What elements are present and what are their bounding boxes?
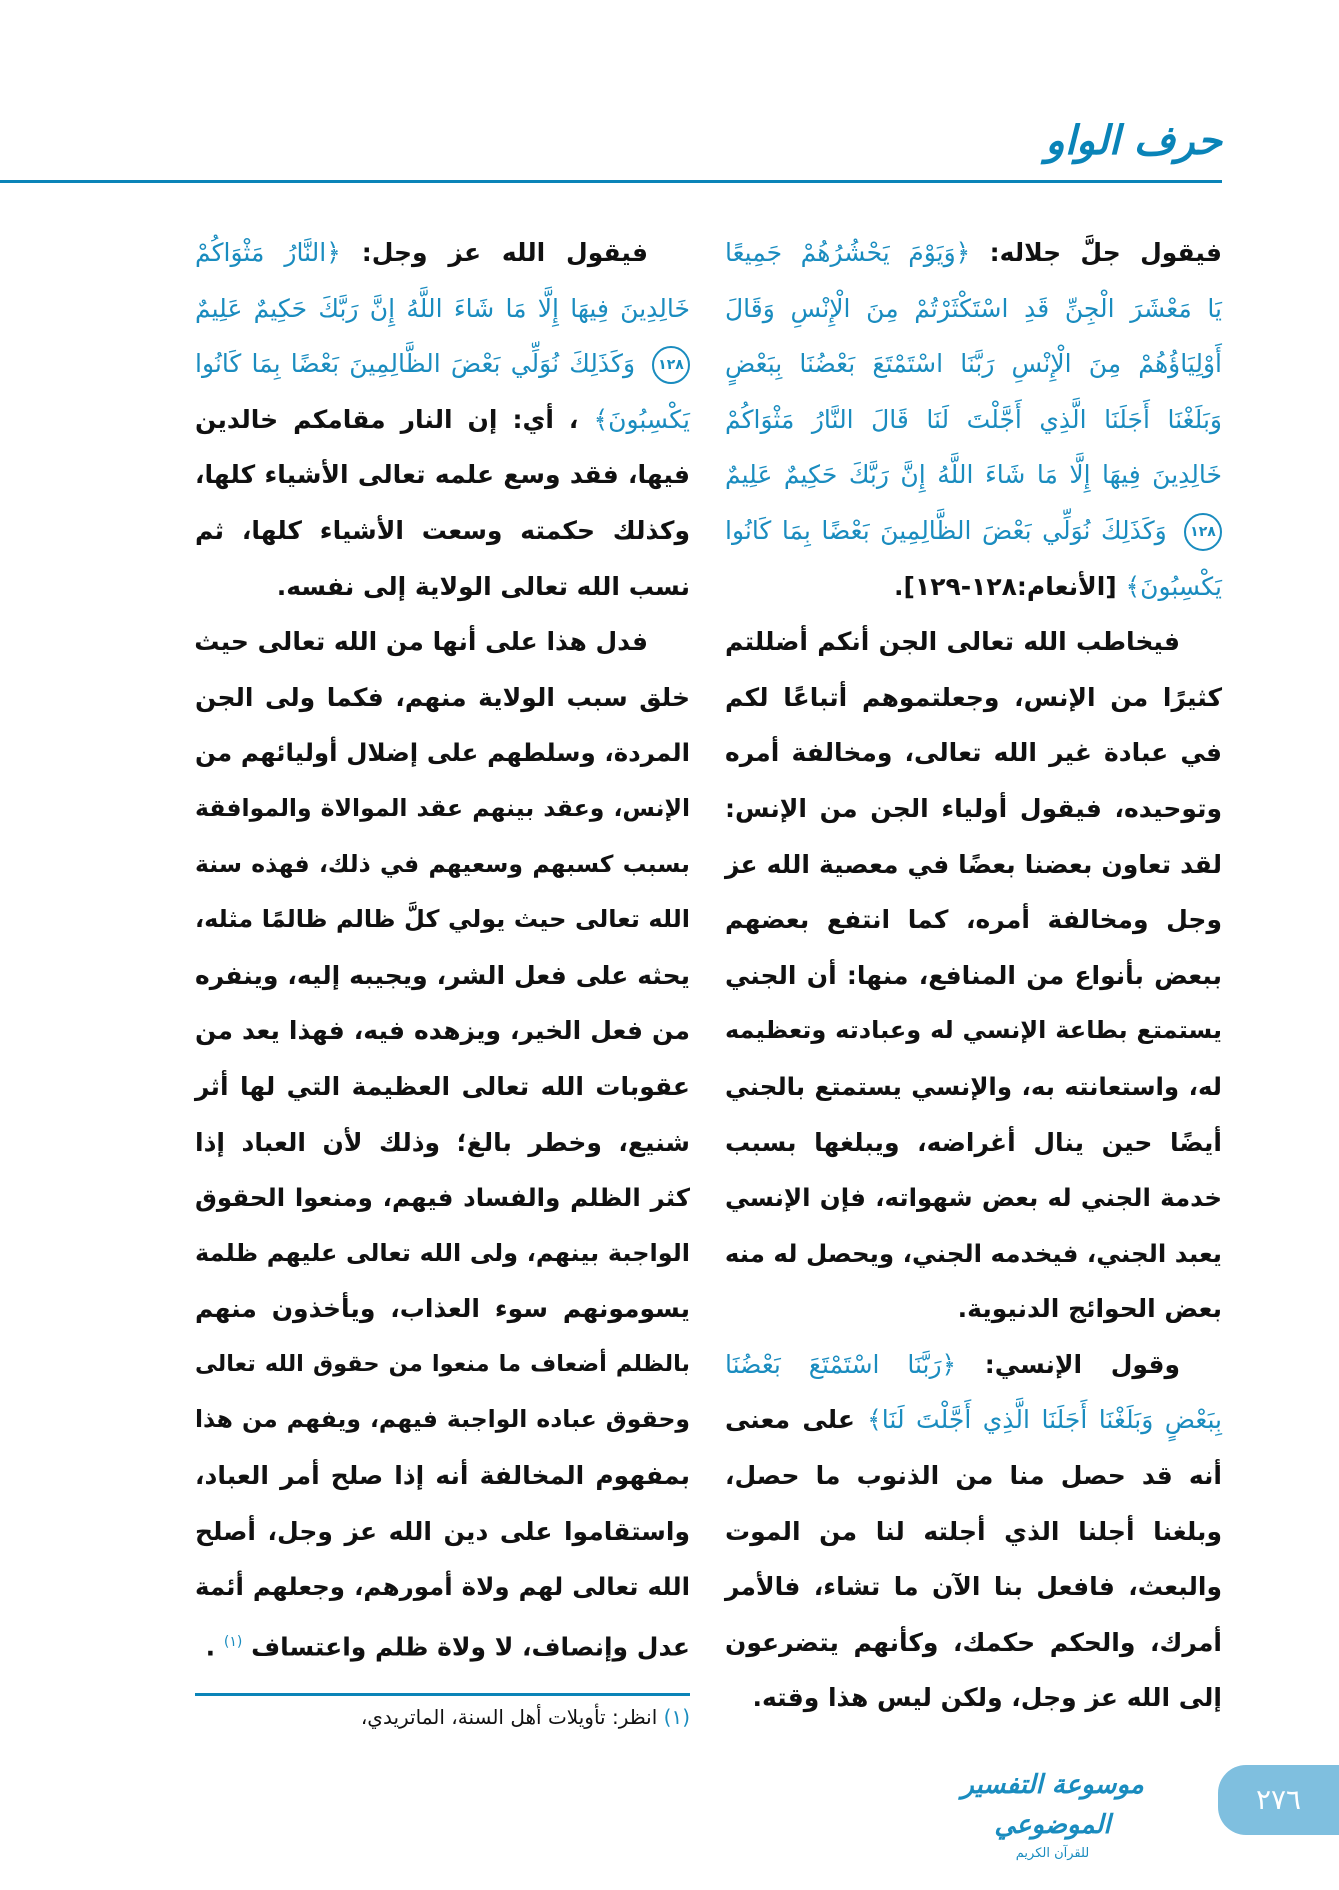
body-text: شنيع، وخطر بالغ؛ وذلك لأن العباد إذا — [195, 1127, 690, 1157]
body-text: وبلغنا أجلنا الذي أجلته لنا من الموت — [725, 1516, 1222, 1546]
quran-verse-text: أَوْلِيَاؤُهُمْ مِنَ الْإِنْسِ رَبَّنَا اسْتَمْتَعَ بَعْضُنَا بِبَعْضٍ — [725, 349, 1222, 379]
body-text: إلى الله عز وجل، ولكن ليس هذا وقته. — [752, 1683, 1222, 1713]
text-line — [195, 781, 690, 837]
text-line — [195, 447, 690, 503]
footnote-divider — [195, 1693, 690, 1696]
text-line — [725, 837, 1222, 893]
body-text: في عبادة غير الله تعالى، ومخالفة أمره — [725, 738, 1222, 768]
text-line — [195, 670, 690, 726]
body-text: بالظلم أضعاف ما منعوا من حقوق الله تعالى — [195, 1350, 690, 1377]
text-line — [725, 447, 1222, 503]
text-line — [725, 1615, 1222, 1671]
text-line — [725, 1281, 1222, 1337]
body-text: والبعث، فافعل بنا الآن ما تشاء، فالأمر — [725, 1572, 1222, 1602]
text-line — [195, 1392, 690, 1448]
text-line — [725, 670, 1222, 726]
text-line — [195, 225, 690, 281]
body-text: ببعض بأنواع من المنافع، منها: أن الجني — [725, 960, 1222, 990]
text-line — [195, 1281, 690, 1337]
body-text: وقول الإنسي: — [956, 1349, 1180, 1379]
text-line — [725, 503, 1222, 559]
text-line — [195, 336, 690, 392]
body-text: له، واستعانته به، والإنسي يستمتع بالجني — [725, 1071, 1222, 1101]
text-line — [725, 1170, 1222, 1226]
text-line — [725, 614, 1222, 670]
text-line — [725, 392, 1222, 448]
text-line — [725, 1337, 1222, 1393]
right-column — [725, 225, 1222, 1726]
text-line — [195, 1615, 690, 1671]
text-line — [195, 503, 690, 559]
body-text: فيقول الله عز وجل: — [340, 238, 648, 267]
body-text: كثيرًا من الإنس، وجعلتموهم أتباعًا لكم — [725, 682, 1222, 712]
encyclopedia-logo — [925, 1765, 1180, 1861]
body-text: بعض الحوائج الدنيوية. — [957, 1294, 1222, 1324]
body-text: الله تعالى حيث يولي كلَّ ظالم ظالمًا مثله، — [195, 905, 690, 934]
body-text: لقد تعاون بعضنا بعضًا في معصية الله عز — [725, 849, 1222, 879]
footnote-reference: (١) — [223, 1633, 243, 1650]
chapter-title: حرف الواو — [1045, 118, 1222, 164]
quran-verse-text: يَا مَعْشَرَ الْجِنِّ قَدِ اسْتَكْثَرْتُمْ مِنَ الْإِنْسِ وَقَالَ — [725, 293, 1222, 323]
body-text: أمرك، والحكم حكمك، وكأنهم يتضرعون — [725, 1627, 1222, 1657]
body-text: يستمتع بطاعة الإنسي له وعبادته وتعظيمه — [725, 1016, 1222, 1045]
body-text: كثر الظلم والفساد فيهم، ومنعوا الحقوق — [195, 1183, 690, 1213]
body-text: وكذلك حكمته وسعت الأشياء كلها، ثم — [195, 515, 690, 545]
header-divider — [0, 180, 1222, 183]
quran-verse-text: ﴿النَّارُ مَثْوَاكُمْ — [195, 238, 341, 267]
body-text: بسبب كسبهم وسعيهم في ذلك، فهذه سنة — [195, 849, 690, 878]
text-line — [725, 948, 1222, 1004]
body-text: المردة، وسلطهم على إضلال أوليائهم من — [195, 738, 690, 768]
body-text: وحقوق عباده الواجبة فيهم، ويفهم من هذا — [195, 1405, 690, 1434]
body-text: فيخاطب الله تعالى الجن أنكم أضللتم — [725, 627, 1180, 657]
body-text: من فعل الخير، ويزهده فيه، فهذا يعد من — [195, 1016, 690, 1046]
text-line — [725, 336, 1222, 392]
text-line — [195, 1003, 690, 1059]
quran-verse-text: ﴿وَيَوْمَ يَحْشُرُهُمْ جَمِيعًا — [725, 238, 971, 267]
left-column — [195, 225, 690, 1670]
text-line — [195, 837, 690, 893]
quran-verse-text: خَالِدِينَ فِيهَا إِلَّا مَا شَاءَ اللَّهُ إِنَّ رَبَّكَ حَكِيمٌ عَلِيمٌ — [195, 293, 690, 323]
text-line — [725, 1059, 1222, 1115]
logo-title: موسوعة التفسير الموضوعي — [961, 1770, 1144, 1840]
footnote-number: (١) — [663, 1705, 690, 1729]
body-text: فيقول جلَّ جلاله: — [970, 238, 1222, 267]
body-text: واستقاموا على دين الله عز وجل، أصلح — [195, 1516, 690, 1546]
text-line — [195, 392, 690, 448]
body-text: يحثه على فعل الشر، ويجيبه إليه، وينفره — [195, 960, 690, 990]
text-line — [725, 1559, 1222, 1615]
body-text: أيضًا حين ينال أغراضه، ويبلغها بسبب — [725, 1127, 1222, 1157]
text-line — [725, 1670, 1222, 1726]
text-line — [195, 948, 690, 1004]
quran-verse-text: يَكْسِبُونَ﴾ — [1125, 571, 1222, 601]
body-text: . — [205, 1632, 216, 1662]
text-line — [725, 1003, 1222, 1059]
quran-verse-text: وَكَذَلِكَ نُوَلِّي بَعْضَ الظَّالِمِينَ بَعْضًا بِمَا كَانُوا — [725, 515, 1167, 545]
footnote — [195, 1705, 690, 1729]
body-text: الإنس، وعقد بينهم عقد الموالاة والموافقة — [195, 793, 690, 822]
text-line — [725, 1392, 1222, 1448]
text-line — [725, 225, 1222, 281]
text-line — [195, 1115, 690, 1171]
body-text: يسومونهم سوء العذاب، ويأخذون منهم — [195, 1294, 690, 1324]
body-text: ، أي: إن النار مقامكم خالدين — [195, 404, 579, 434]
body-text: [الأنعام:١٢٨-١٢٩]. — [894, 571, 1117, 601]
text-line — [195, 1504, 690, 1560]
quran-verse-text: وَبَلَغْنَا أَجَلَنَا الَّذِي أَجَّلْتَ لَنَا قَالَ النَّارُ مَثْوَاكُمْ — [725, 404, 1222, 434]
quran-verse-text: ﴿رَبَّنَا اسْتَمْتَعَ بَعْضُنَا — [725, 1349, 957, 1379]
text-line — [195, 281, 690, 337]
body-text: بمفهوم المخالفة أنه إذا صلح أمر العباد، — [195, 1461, 690, 1491]
quran-verse-text: وَكَذَلِكَ نُوَلِّي بَعْضَ الظَّالِمِينَ بَعْضًا بِمَا كَانُوا — [195, 349, 636, 379]
quran-verse-text: بِبَعْضٍ وَبَلَغْنَا أَجَلَنَا الَّذِي أَجَّلْتَ لَنَا﴾ — [867, 1405, 1222, 1435]
text-line — [725, 1115, 1222, 1171]
verse-number-marker: ١٢٨ — [652, 346, 690, 384]
body-text: عدل وإنصاف، لا ولاة ظلم واعتساف — [251, 1632, 690, 1662]
text-line — [725, 281, 1222, 337]
body-text: خدمة الجني له بعض شهواته، فإن الإنسي — [725, 1183, 1222, 1213]
text-line — [725, 1504, 1222, 1560]
body-text: وجل ومخالفة أمره، كما انتفع بعضهم — [725, 905, 1222, 935]
body-text: خلق سبب الولاية منهم، فكما ولى الجن — [195, 682, 690, 712]
body-text: عقوبات الله تعالى العظيمة التي لها أثر — [195, 1071, 690, 1101]
body-text: نسب الله تعالى الولاية إلى نفسه. — [276, 571, 690, 601]
quran-verse-text: خَالِدِينَ فِيهَا إِلَّا مَا شَاءَ اللَّهُ إِنَّ رَبَّكَ حَكِيمٌ عَلِيمٌ — [725, 460, 1222, 490]
body-text: يعبد الجني، فيخدمه الجني، ويحصل له منه — [724, 1238, 1222, 1268]
text-line — [725, 559, 1222, 615]
body-text: وتوحيده، فيقول أولياء الجن من الإنس: — [725, 793, 1222, 823]
logo-subtitle: للقرآن الكريم — [1015, 1846, 1090, 1861]
body-text: فيها، فقد وسع علمه تعالى الأشياء كلها، — [195, 460, 690, 490]
footnote-text: انظر: تأويلات أهل السنة، الماتريدي، — [360, 1705, 664, 1729]
body-text: أنه قد حصل منا من الذنوب ما حصل، — [725, 1461, 1222, 1491]
body-text: على معنى — [725, 1405, 855, 1435]
text-line — [195, 892, 690, 948]
text-line — [195, 1448, 690, 1504]
text-line — [195, 1059, 690, 1115]
text-line — [195, 725, 690, 781]
text-line — [195, 1170, 690, 1226]
text-line — [195, 1559, 690, 1615]
body-text: فدل هذا على أنها من الله تعالى حيث — [194, 627, 648, 657]
quran-verse-text: يَكْسِبُونَ﴾ — [593, 404, 690, 434]
text-line — [195, 559, 690, 615]
page-number: ٢٧٦ — [1218, 1765, 1339, 1835]
body-text: الله تعالى لهم ولاة أمورهم، وجعلهم أئمة — [195, 1572, 690, 1602]
text-line — [725, 781, 1222, 837]
text-line — [725, 1226, 1222, 1282]
text-line — [725, 725, 1222, 781]
verse-number-marker: ١٢٨ — [1184, 513, 1222, 551]
text-line — [195, 1337, 690, 1393]
text-line — [725, 892, 1222, 948]
text-line — [195, 1226, 690, 1282]
body-text: الواجبة بينهم، ولى الله تعالى عليهم ظلمة — [195, 1238, 690, 1267]
text-line — [195, 614, 690, 670]
text-line — [725, 1448, 1222, 1504]
